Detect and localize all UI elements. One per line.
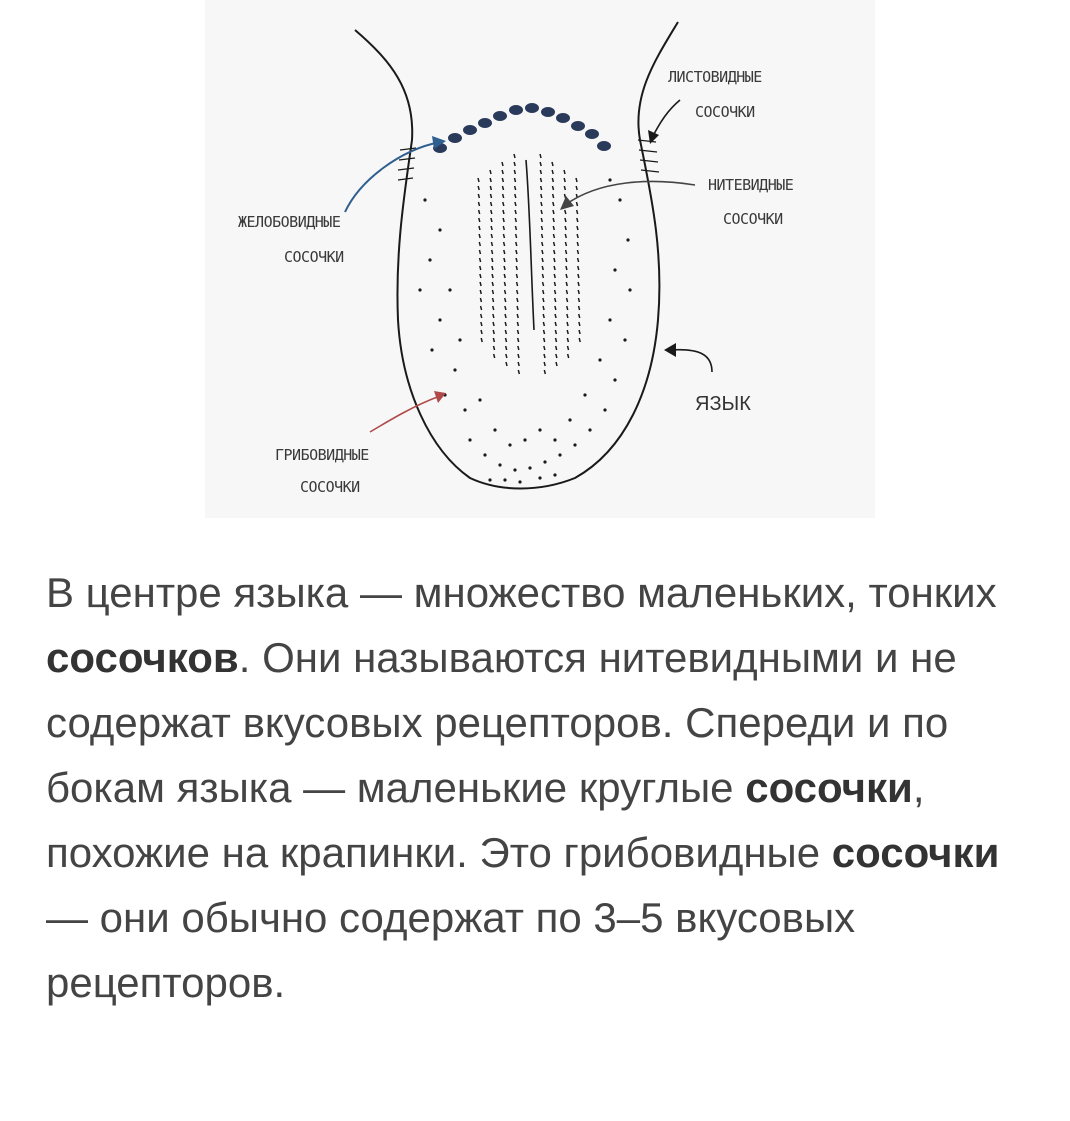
filiform-papilla xyxy=(502,170,503,174)
filiform-papilla xyxy=(515,194,516,198)
fungiform-papilla xyxy=(503,478,506,481)
filiform-papilla xyxy=(505,314,506,318)
fungiform-papilla xyxy=(598,358,601,361)
fungiform-papilla xyxy=(428,258,431,261)
filiform-papilla xyxy=(576,186,577,190)
arrow-tongue xyxy=(670,350,712,372)
arrow-fungiform xyxy=(370,396,440,432)
filiform-papilla xyxy=(493,338,494,342)
filiform-papilla xyxy=(553,202,554,206)
filiform-papilla xyxy=(481,330,482,334)
fungiform-papilla xyxy=(478,398,481,401)
filiform-papilla xyxy=(517,306,518,310)
filiform-papilla xyxy=(502,186,503,190)
filiform-papilla xyxy=(516,258,517,262)
fungiform-papilla xyxy=(573,443,576,446)
fungiform-papilla xyxy=(468,438,471,441)
filiform-papilla xyxy=(552,186,553,190)
filiform-papilla xyxy=(504,282,505,286)
filiform-papilla xyxy=(556,346,557,350)
filiform-papilla xyxy=(542,274,543,278)
filiform-papilla xyxy=(516,242,517,246)
filiform-papilla xyxy=(567,322,568,326)
filiform-papilla xyxy=(565,210,566,214)
filiform-papilla xyxy=(504,250,505,254)
label-circumvallate-line1: ЖЕЛОБОВИДНЫЕ xyxy=(238,213,341,231)
filiform-papilla xyxy=(506,354,507,358)
filiform-papilla xyxy=(492,250,493,254)
filiform-papilla xyxy=(542,266,543,270)
filiform-papilla xyxy=(490,178,491,182)
filiform-papilla xyxy=(504,242,505,246)
filiform-papilla xyxy=(567,298,568,302)
fungiform-papilla xyxy=(488,478,491,481)
fungiform-papilla xyxy=(513,468,516,471)
filiform-papilla xyxy=(554,274,555,278)
arrow-circumvallate xyxy=(345,142,440,212)
caption-bold2: сосочки xyxy=(745,764,913,811)
filiform-papilla xyxy=(566,282,567,286)
fungiform-papilla xyxy=(583,393,586,396)
filiform-papilla xyxy=(518,354,519,358)
filiform-papilla xyxy=(564,178,565,182)
arrow-filiform-head xyxy=(560,196,574,210)
fungiform-papilla xyxy=(538,428,541,431)
filiform-papilla xyxy=(514,178,515,182)
caption-text xyxy=(46,560,1046,1015)
filiform-papilla xyxy=(544,338,545,342)
filiform-papilla xyxy=(481,306,482,310)
fungiform-papilla xyxy=(418,288,421,291)
filiform-papilla xyxy=(493,330,494,334)
filiform-papilla xyxy=(479,250,480,254)
filiform-papilla xyxy=(516,250,517,254)
filiform-papilla xyxy=(554,242,555,246)
fungiform-papilla xyxy=(613,268,616,271)
filiform-papilla xyxy=(514,154,515,158)
fungiform-papilla xyxy=(568,418,571,421)
filiform-papilla xyxy=(543,290,544,294)
filiform-papilla xyxy=(553,226,554,230)
filiform-papilla xyxy=(579,322,580,326)
filiform-papilla xyxy=(504,274,505,278)
filiform-papilla xyxy=(578,266,579,270)
fungiform-papilla xyxy=(518,480,521,483)
fungiform-papilla xyxy=(493,428,496,431)
filiform-papilla xyxy=(514,162,515,166)
fungiform-papilla xyxy=(430,348,433,351)
filiform-papilla xyxy=(503,218,504,222)
filiform-papilla xyxy=(492,274,493,278)
filiform-papilla xyxy=(493,298,494,302)
fungiform-papilla xyxy=(523,438,526,441)
caption-seg1: В центре языка — множество маленьких, тонких xyxy=(46,569,997,616)
circumvallate-papilla xyxy=(585,129,599,139)
figure-area xyxy=(0,0,1070,518)
circumvallate-papilla xyxy=(493,111,507,121)
filiform-papilla xyxy=(553,218,554,222)
filiform-papilla xyxy=(515,202,516,206)
filiform-papilla xyxy=(566,250,567,254)
caption-bold1: сосочков xyxy=(46,634,239,681)
filiform-papilla xyxy=(502,162,503,166)
filiform-papilla xyxy=(515,186,516,190)
caption-seg4: — они обычно содержат по 3–5 вкусовых рецепторов. xyxy=(46,894,856,1006)
filiform-papilla xyxy=(541,218,542,222)
filiform-papilla xyxy=(516,274,517,278)
arrow-filiform xyxy=(565,182,695,205)
fungiform-papilla xyxy=(423,198,426,201)
circumvallate-papilla xyxy=(571,121,585,131)
filiform-papilla xyxy=(503,210,504,214)
filiform-papilla xyxy=(517,298,518,302)
filiform-papilla xyxy=(481,322,482,326)
filiform-papilla xyxy=(555,290,556,294)
filiform-papilla xyxy=(518,346,519,350)
filiform-papilla xyxy=(502,178,503,182)
filiform-papilla xyxy=(542,234,543,238)
filiform-papilla xyxy=(492,266,493,270)
fungiform-papilla xyxy=(613,378,616,381)
filiform-papilla xyxy=(491,226,492,230)
filiform-papilla xyxy=(504,258,505,262)
filiform-papilla xyxy=(554,250,555,254)
filiform-papilla xyxy=(491,242,492,246)
filiform-papilla xyxy=(543,298,544,302)
fungiform-papilla xyxy=(498,463,501,466)
filiform-papilla xyxy=(543,314,544,318)
filiform-papilla xyxy=(478,202,479,206)
fungiform-papilla xyxy=(608,318,611,321)
fungiform-papilla xyxy=(588,428,591,431)
circumvallate-papilla xyxy=(509,105,523,115)
filiform-papilla xyxy=(542,250,543,254)
circumvallate-papilla xyxy=(448,133,462,143)
filiform-papilla xyxy=(479,210,480,214)
filiform-papilla xyxy=(554,266,555,270)
filiform-papilla xyxy=(505,298,506,302)
fungiform-papilla xyxy=(543,460,546,463)
filiform-papilla xyxy=(565,234,566,238)
filiform-papilla xyxy=(568,346,569,350)
filiform-papilla xyxy=(552,162,553,166)
fungiform-papilla xyxy=(618,198,621,201)
filiform-papilla xyxy=(544,354,545,358)
filiform-papilla xyxy=(491,218,492,222)
arrow-foliate xyxy=(652,100,680,138)
filiform-papilla xyxy=(544,370,545,374)
filiform-papilla xyxy=(490,194,491,198)
circumvallate-papilla xyxy=(597,141,611,151)
filiform-papilla xyxy=(478,186,479,190)
filiform-papilla xyxy=(579,338,580,342)
filiform-papilla xyxy=(505,322,506,326)
filiform-papilla xyxy=(544,330,545,334)
filiform-papilla xyxy=(577,218,578,222)
filiform-papilla xyxy=(566,258,567,262)
filiform-papilla xyxy=(503,234,504,238)
fungiform-papilla xyxy=(458,338,461,341)
filiform-papilla xyxy=(494,346,495,350)
filiform-papilla xyxy=(553,234,554,238)
fungiform-papilla xyxy=(558,453,561,456)
filiform-papilla xyxy=(506,346,507,350)
filiform-papilla xyxy=(565,218,566,222)
filiform-papilla xyxy=(543,306,544,310)
filiform-papilla xyxy=(503,202,504,206)
filiform-papilla xyxy=(542,258,543,262)
tongue-diagram xyxy=(0,0,1070,518)
filiform-papilla xyxy=(516,234,517,238)
filiform-papilla xyxy=(481,338,482,342)
circumvallate-papilla xyxy=(541,107,555,117)
fungiform-papilla xyxy=(603,408,606,411)
filiform-papilla xyxy=(555,314,556,318)
filiform-papilla xyxy=(541,210,542,214)
filiform-papilla xyxy=(567,306,568,310)
filiform-papilla xyxy=(479,242,480,246)
filiform-papilla xyxy=(491,234,492,238)
filiform-papilla xyxy=(506,362,507,366)
filiform-papilla xyxy=(492,282,493,286)
fungiform-papilla xyxy=(528,466,531,469)
fungiform-papilla xyxy=(508,443,511,446)
filiform-papilla xyxy=(480,274,481,278)
filiform-papilla xyxy=(578,274,579,278)
filiform-papilla xyxy=(478,178,479,182)
filiform-papilla xyxy=(518,370,519,374)
filiform-papilla xyxy=(515,210,516,214)
filiform-papilla xyxy=(503,194,504,198)
label-tongue: ЯЗЫК xyxy=(695,393,751,415)
filiform-papilla xyxy=(541,194,542,198)
filiform-papilla xyxy=(514,170,515,174)
filiform-papilla xyxy=(578,298,579,302)
fungiform-papilla xyxy=(628,288,631,291)
filiform-papilla xyxy=(565,242,566,246)
label-foliate-line1: ЛИСТОВИДНЫЕ xyxy=(668,68,762,86)
filiform-papilla xyxy=(544,346,545,350)
fungiform-papilla xyxy=(448,288,451,291)
filiform-papilla xyxy=(479,218,480,222)
filiform-papilla xyxy=(555,322,556,326)
filiform-papilla xyxy=(579,314,580,318)
filiform-papilla xyxy=(576,178,577,182)
filiform-papilla xyxy=(517,290,518,294)
filiform-papilla xyxy=(579,306,580,310)
filiform-papilla xyxy=(577,234,578,238)
filiform-papilla xyxy=(515,218,516,222)
filiform-papilla xyxy=(564,194,565,198)
label-filiform-line2: СОСОЧКИ xyxy=(723,210,783,228)
filiform-papilla xyxy=(505,290,506,294)
filiform-papilla xyxy=(553,194,554,198)
filiform-papilla xyxy=(518,362,519,366)
circumvallate-papilla xyxy=(556,113,570,123)
filiform-papilla xyxy=(568,354,569,358)
filiform-papilla xyxy=(480,298,481,302)
fungiform-papilla xyxy=(608,178,611,181)
filiform-papilla xyxy=(504,266,505,270)
filiform-papilla xyxy=(578,258,579,262)
fungiform-papilla xyxy=(453,368,456,371)
label-circumvallate-line2: СОСОЧКИ xyxy=(284,248,344,266)
filiform-papilla xyxy=(542,242,543,246)
filiform-papilla xyxy=(565,226,566,230)
circumvallate-papillae xyxy=(433,103,611,153)
filiform-papilla xyxy=(540,170,541,174)
filiform-papilla xyxy=(506,338,507,342)
filiform-papilla xyxy=(566,274,567,278)
filiform-papilla xyxy=(490,170,491,174)
filiform-papilla xyxy=(540,178,541,182)
filiform-papilla xyxy=(541,202,542,206)
filiform-papilla xyxy=(555,306,556,310)
filiform-papilla xyxy=(541,226,542,230)
filiform-papilla xyxy=(478,194,479,198)
filiform-papilla xyxy=(480,290,481,294)
fungiform-papilla xyxy=(463,408,466,411)
filiform-papilla xyxy=(518,330,519,334)
caption-seg3: , похожие на крапинки. Это грибовидные xyxy=(46,764,925,876)
filiform-papilla xyxy=(479,226,480,230)
filiform-papilla xyxy=(544,362,545,366)
filiform-papilla xyxy=(541,186,542,190)
label-fungiform-line1: ГРИБОВИДНЫЕ xyxy=(275,446,369,464)
filiform-papilla xyxy=(556,354,557,358)
filiform-papilla xyxy=(480,282,481,286)
fungiform-papilla xyxy=(538,476,541,479)
filiform-papilla xyxy=(492,258,493,262)
filiform-papilla xyxy=(481,314,482,318)
filiform-papilla xyxy=(554,282,555,286)
filiform-papilla xyxy=(505,306,506,310)
filiform-papilla xyxy=(503,226,504,230)
circumvallate-papilla xyxy=(478,118,492,128)
filiform-papilla xyxy=(552,178,553,182)
filiform-papilla xyxy=(479,234,480,238)
fungiform-papilla xyxy=(623,338,626,341)
filiform-papilla xyxy=(577,210,578,214)
filiform-papilla xyxy=(564,186,565,190)
filiform-papilla xyxy=(490,186,491,190)
filiform-papilla xyxy=(577,242,578,246)
filiform-papilla xyxy=(493,314,494,318)
filiform-papilla xyxy=(493,322,494,326)
circumvallate-papilla xyxy=(463,125,477,135)
filiform-papilla xyxy=(517,314,518,318)
label-fungiform-line2: СОСОЧКИ xyxy=(300,478,360,496)
filiform-papilla xyxy=(567,330,568,334)
filiform-papilla xyxy=(492,290,493,294)
label-foliate-line2: СОСОЧКИ xyxy=(695,103,755,121)
filiform-papilla xyxy=(556,362,557,366)
filiform-papilla xyxy=(493,306,494,310)
filiform-papilla xyxy=(543,282,544,286)
filiform-papilla xyxy=(577,250,578,254)
filiform-papilla xyxy=(480,266,481,270)
fungiform-papilla xyxy=(553,473,556,476)
filiform-papilla xyxy=(480,258,481,262)
filiform-papilla xyxy=(517,282,518,286)
fungiform-papillae xyxy=(418,178,631,483)
filiform-papillae xyxy=(478,154,580,374)
filiform-papilla xyxy=(553,210,554,214)
filiform-papilla xyxy=(556,338,557,342)
fungiform-papilla xyxy=(483,453,486,456)
filiform-papilla xyxy=(552,170,553,174)
fungiform-papilla xyxy=(438,318,441,321)
fungiform-papilla xyxy=(553,438,556,441)
arrow-tongue-head xyxy=(664,343,676,357)
filiform-papilla xyxy=(505,330,506,334)
filiform-papilla xyxy=(564,170,565,174)
circumvallate-papilla xyxy=(525,103,539,113)
tongue-outline xyxy=(355,22,678,489)
filiform-papilla xyxy=(578,290,579,294)
filiform-papilla xyxy=(494,354,495,358)
filiform-papilla xyxy=(491,202,492,206)
fungiform-papilla xyxy=(626,238,629,241)
filiform-papilla xyxy=(576,202,577,206)
filiform-papilla xyxy=(555,298,556,302)
fungiform-papilla xyxy=(438,228,441,231)
filiform-papilla xyxy=(578,282,579,286)
label-filiform-line1: НИТЕВИДНЫЕ xyxy=(708,176,794,194)
filiform-papilla xyxy=(567,314,568,318)
filiform-papilla xyxy=(518,338,519,342)
caption-bold3: сосочки xyxy=(831,829,1000,876)
filiform-papilla xyxy=(540,154,541,158)
filiform-papilla xyxy=(540,162,541,166)
filiform-papilla xyxy=(555,330,556,334)
filiform-papilla xyxy=(515,226,516,230)
filiform-papilla xyxy=(517,322,518,326)
filiform-papilla xyxy=(577,226,578,230)
median-groove xyxy=(526,160,534,330)
filiform-papilla xyxy=(579,330,580,334)
filiform-papilla xyxy=(543,322,544,326)
caption-seg2: . Они называются нитевидными и не содержат вкусовых рецепторов. Спереди и по бокам языка — маленькие круглые xyxy=(46,634,957,811)
filiform-papilla xyxy=(491,210,492,214)
filiform-papilla xyxy=(516,266,517,270)
filiform-papilla xyxy=(567,338,568,342)
filiform-papilla xyxy=(566,290,567,294)
filiform-papilla xyxy=(566,266,567,270)
filiform-papilla xyxy=(554,258,555,262)
